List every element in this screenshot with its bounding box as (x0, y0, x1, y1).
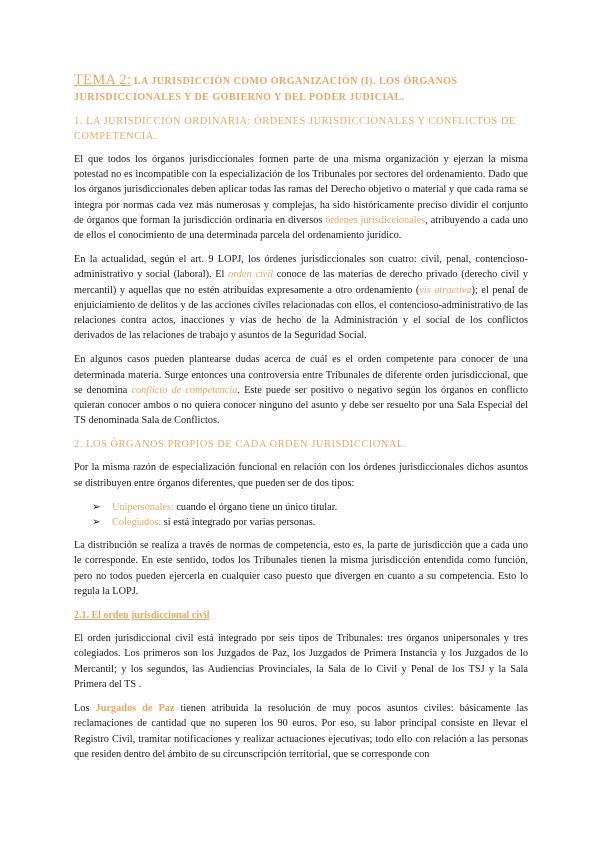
text: . Este puede ser positivo o negativo según los órganos en conflicto quieran conocer ambos o no quiera conocer ninguno del asunto y debe ser resuelto por una Sala Especial del TS denominada Sala de Conflictos. (74, 384, 528, 427)
title-tema: TEMA 2: (74, 72, 132, 88)
paragraph-4: Por la misma razón de especialización funcional en relación con los órdenes jurisdiccionales dichos asuntos se distribuyen entre órganos diferentes, que pueden ser de dos tipos: (74, 462, 528, 489)
bullet-list (74, 500, 528, 530)
highlight-vis-atractiva: vis atractiva (419, 284, 472, 296)
highlight-juzgados-de-paz: Jurgados de Paz (95, 703, 175, 715)
highlight-ordenes-jurisdiccionales: órdenes jurisdiccionales (325, 214, 426, 226)
text: tienen atribuida la resolución de muy pocos asuntos civiles: básicamente las reclamaciones de cantidad que no superen los 90 euros. Por eso, su labor principal consiste en llevar el Registro Civil, tramitar notificaciones y realizar actuaciones ejecutivas; todo ello con relación a las personas que residen dentro del ámbito de su circunscripción territorial, que se corresponde con (74, 703, 528, 760)
list-item (92, 500, 528, 515)
bullet-text: cuando el órgano tiene un único titular. (173, 501, 338, 513)
title-text: LA JURISDICCIÓN COMO ORGANIZACIÓN (I). LOS ÓRGANOS JURISDICCIONALES Y DE GOBIERNO Y DEL PODER JUDICIAL. (74, 76, 458, 103)
paragraph-2 (74, 252, 528, 343)
text: El que todos los órganos jurisdiccionales formen parte de una misma organización y ejerzan la misma potestad no es incompatible con la especialización de los Tribunales por sectores del ordenamiento. Dado que los órganos jurisdiccionales deben aplicar todas las ramas del Derecho objetivo o material y que cada rama se integra por normas cada vez más numerosas y complejas, ha sido históricamente preciso dividir el conjunto de órganos que forman la jurisdicción ordinaria en diversos (74, 154, 528, 226)
subsection-2-1-heading: 2.1. El orden jurisdiccional civil (74, 610, 210, 622)
bullet-term: Unipersonales: (112, 501, 174, 513)
text: Los (74, 703, 96, 715)
paragraph-3 (74, 352, 528, 428)
text: En algunos casos pueden plantearse dudas acerca de cuál es el orden competente para conocer de una determinada materia. Surge entonces una controversia entre Tribunales de diferente orden jurisdiccional, que se denomina (74, 354, 528, 396)
text: En la actualidad, según el art. 9 LOPJ, los órdenes jurisdiccionales son cuatro: civil, penal, contencioso-administrativo y social (laboral). El (74, 254, 528, 281)
list-item (92, 515, 528, 530)
document-title (74, 72, 528, 106)
paragraph-7 (74, 701, 528, 762)
arrow-bullet-icon: ➢ (92, 501, 101, 513)
highlight-orden-civil: orden civil (228, 269, 274, 281)
bullet-term: Colegiados: (112, 517, 162, 529)
highlight-conflicto-competencia: conflicto de competencia (131, 384, 238, 396)
document-page (74, 72, 528, 771)
section-2-heading: 2. LOS ÓRGANOS PROPIOS DE CADA ORDEN JURISDICCIONAL. (74, 439, 407, 451)
paragraph-6: El orden jurisdiccional civil está integrado por seis tipos de Tribunales: tres órganos unipersonales y tres colegiados. Los primeros son los Juzgados de Paz, los Juzgados de Primera Instancia y los Juzgados de lo Mercantil; y los segundos, las Audiencias Provinciales, la Sala de lo Civil y Penal de los TSJ y la Sala Primera del TS . (74, 633, 528, 690)
bullet-text: si está integrado por varias personas. (161, 517, 316, 529)
text: ); el penal de enjuiciamiento de delitos y de las acciones civiles relacionadas con ellos, el contencioso-administrativo de las relaciones contra actos, inacciones y vías de hecho de la Administración y el social de los conflictos derivados de las relaciones de trabajo y asuntos de la Seguridad Social. (74, 284, 528, 342)
section-1-heading: 1. LA JURISDICCIÓN ORDINARIA: ÓRDENES JURISDICCIONALES Y CONFLICTOS DE COMPETENCIA. (74, 116, 516, 142)
text: , atribuyendo a cada uno de ellos el conocimiento de una determinada parcela del ordenamiento jurídico. (74, 214, 528, 242)
text: conoce de las materias de derecho privado (derecho civil y mercantil) y aquellas que no estén atribuidas expresamente a otro ordenamiento ( (74, 269, 528, 296)
paragraph-1 (74, 152, 528, 243)
arrow-bullet-icon: ➢ (92, 517, 101, 529)
paragraph-5: La distribución se realiza a través de normas de competencia, esto es, la parte de jurisdicción que a cada uno le corresponde. En este sentido, todos los Tribunales tienen la misma jurisdicción entendida como función, pero no todos pueden ejercerla en cualquier caso puesto que divergen en cuanto a su competencia. Esto lo regula la LOPJ. (74, 540, 528, 597)
